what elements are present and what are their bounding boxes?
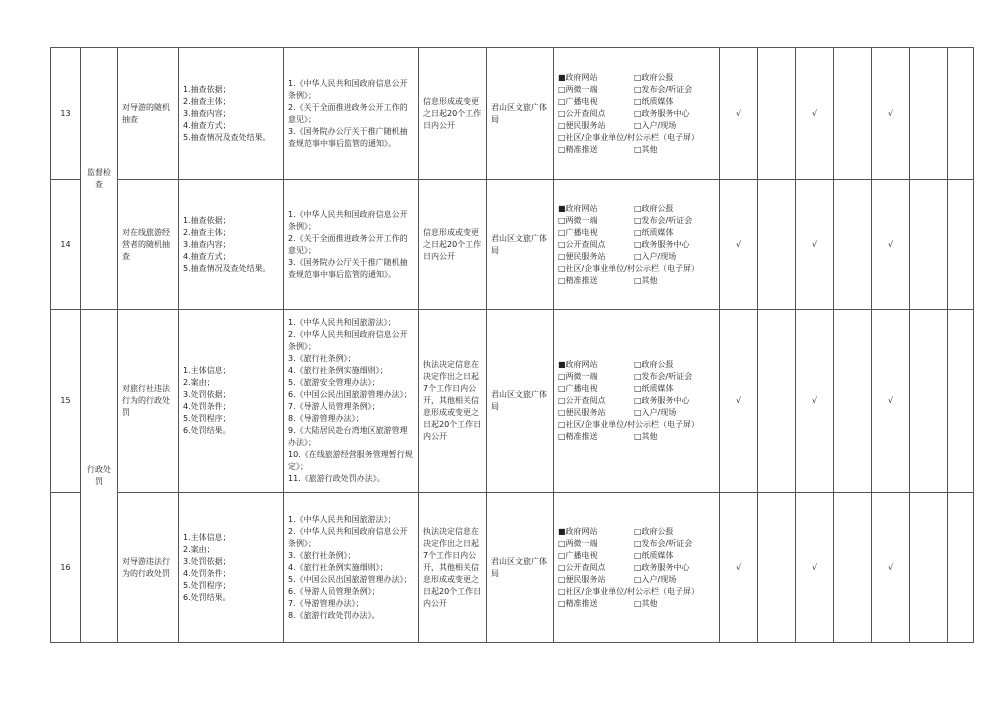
disclosure-timing: 执法决定信息在决定作出之日起7个工作日内公开，其他相关信息形成或变更之日起20个工作日内公开 xyxy=(419,493,487,643)
check-mark: √ xyxy=(872,180,910,310)
empty-cell xyxy=(910,180,948,310)
row-number: 15 xyxy=(51,310,81,493)
empty-cell xyxy=(910,48,948,180)
empty-cell xyxy=(948,310,974,493)
row-number: 13 xyxy=(51,48,81,180)
category-supervision: 监督检查 xyxy=(81,48,118,310)
check-mark: √ xyxy=(796,48,834,180)
check-mark: √ xyxy=(720,493,758,643)
disclosure-channels: ■政府网站 □政府公报 □两微一端 □发布会/听证会 □广播电视 □纸质媒体 □公开查阅点 □政务服务中心 □便民服务站 □入户/现场 □社区/企事业单位/村公示栏（电子屏） □精准推送 □其他 xyxy=(554,48,720,180)
disclosure-timing: 信息形成或变更之日起20个工作日内公开 xyxy=(419,48,487,180)
disclosure-subject: 君山区文旅广体局 xyxy=(487,493,554,643)
disclosure-channels: ■政府网站 □政府公报 □两微一端 □发布会/听证会 □广播电视 □纸质媒体 □公开查阅点 □政务服务中心 □便民服务站 □入户/现场 □社区/企事业单位/村公示栏（电子屏） □精准推送 □其他 xyxy=(554,493,720,643)
check-mark: √ xyxy=(872,493,910,643)
disclosure-timing: 执法决定信息在决定作出之日起7个工作日内公开，其他相关信息形成或变更之日起20个工作日内公开 xyxy=(419,310,487,493)
disclosure-basis: 1.《中华人民共和国政府信息公开条例》； 2.《关于全面推进政务公开工作的意见》； 3.《国务院办公厅关于推广随机抽查规范事中事后监管的通知》。 xyxy=(284,180,419,310)
empty-cell xyxy=(758,180,796,310)
table-row xyxy=(51,48,974,180)
disclosure-channels: ■政府网站 □政府公报 □两微一端 □发布会/听证会 □广播电视 □纸质媒体 □公开查阅点 □政务服务中心 □便民服务站 □入户/现场 □社区/企事业单位/村公示栏（电子屏） □精准推送 □其他 xyxy=(554,180,720,310)
empty-cell xyxy=(834,48,872,180)
check-mark: √ xyxy=(796,180,834,310)
disclosure-table xyxy=(50,47,974,643)
disclosure-subject: 君山区文旅广体局 xyxy=(487,48,554,180)
empty-cell xyxy=(948,180,974,310)
table-row xyxy=(51,310,974,493)
disclosure-content: 1.抽查依据； 2.抽查主体； 3.抽查内容； 4.抽查方式； 5.抽查情况及查处结果。 xyxy=(179,48,284,180)
table-row xyxy=(51,180,974,310)
empty-cell xyxy=(834,493,872,643)
empty-cell xyxy=(948,493,974,643)
check-mark: √ xyxy=(872,310,910,493)
item-name: 对导游的随机抽查 xyxy=(118,48,179,180)
empty-cell xyxy=(910,310,948,493)
disclosure-content: 1.抽查依据； 2.抽查主体； 3.抽查内容； 4.抽查方式； 5.抽查情况及查处结果。 xyxy=(179,180,284,310)
disclosure-content: 1.主体信息； 2.案由； 3.处罚依据； 4.处罚条件； 5.处罚程序； 6.处罚结果。 xyxy=(179,310,284,493)
check-mark: √ xyxy=(720,180,758,310)
empty-cell xyxy=(758,493,796,643)
disclosure-channels: ■政府网站 □政府公报 □两微一端 □发布会/听证会 □广播电视 □纸质媒体 □公开查阅点 □政务服务中心 □便民服务站 □入户/现场 □社区/企事业单位/村公示栏（电子屏） □精准推送 □其他 xyxy=(554,310,720,493)
disclosure-basis: 1.《中华人民共和国政府信息公开条例》； 2.《关于全面推进政务公开工作的意见》； 3.《国务院办公厅关于推广随机抽查规范事中事后监管的通知》。 xyxy=(284,48,419,180)
empty-cell xyxy=(948,48,974,180)
empty-cell xyxy=(834,180,872,310)
table-row xyxy=(51,493,974,643)
check-mark: √ xyxy=(720,48,758,180)
empty-cell xyxy=(910,493,948,643)
item-name: 对旅行社违法行为的行政处罚 xyxy=(118,310,179,493)
item-name: 对在线旅游经营者的随机抽查 xyxy=(118,180,179,310)
check-mark: √ xyxy=(872,48,910,180)
empty-cell xyxy=(758,310,796,493)
empty-cell xyxy=(758,48,796,180)
row-number: 16 xyxy=(51,493,81,643)
row-number: 14 xyxy=(51,180,81,310)
disclosure-subject: 君山区文旅广体局 xyxy=(487,180,554,310)
disclosure-timing: 信息形成或变更之日起20个工作日内公开 xyxy=(419,180,487,310)
category-penalty: 行政处罚 xyxy=(81,310,118,643)
check-mark: √ xyxy=(796,310,834,493)
check-mark: √ xyxy=(720,310,758,493)
disclosure-content: 1.主体信息； 2.案由； 3.处罚依据； 4.处罚条件； 5.处罚程序； 6.处罚结果。 xyxy=(179,493,284,643)
disclosure-subject: 君山区文旅广体局 xyxy=(487,310,554,493)
disclosure-basis: 1.《中华人民共和国旅游法》； 2.《中华人民共和国政府信息公开条例》； 3.《旅行社条例》； 4.《旅行社条例实施细则》； 5.《旅游安全管理办法》； 6.《中国公民出国旅游管理办法》； 7.《导游人员管理条例》； 8.《导游管理办法》； 9.《大陆居民赴台湾地区旅游管理办法》； 10.《在线旅游经营服务管理暂行规定》； 11.《旅游行政处罚办法》。 xyxy=(284,310,419,493)
item-name: 对导游违法行为的行政处罚 xyxy=(118,493,179,643)
disclosure-basis: 1.《中华人民共和国旅游法》； 2.《中华人民共和国政府信息公开条例》； 3.《旅行社条例》； 4.《旅行社条例实施细则》； 5.《中国公民出国旅游管理办法》； 6.《导游人员管理条例》； 7.《导游管理办法》； 8.《旅游行政处罚办法》。 xyxy=(284,493,419,643)
check-mark: √ xyxy=(796,493,834,643)
empty-cell xyxy=(834,310,872,493)
